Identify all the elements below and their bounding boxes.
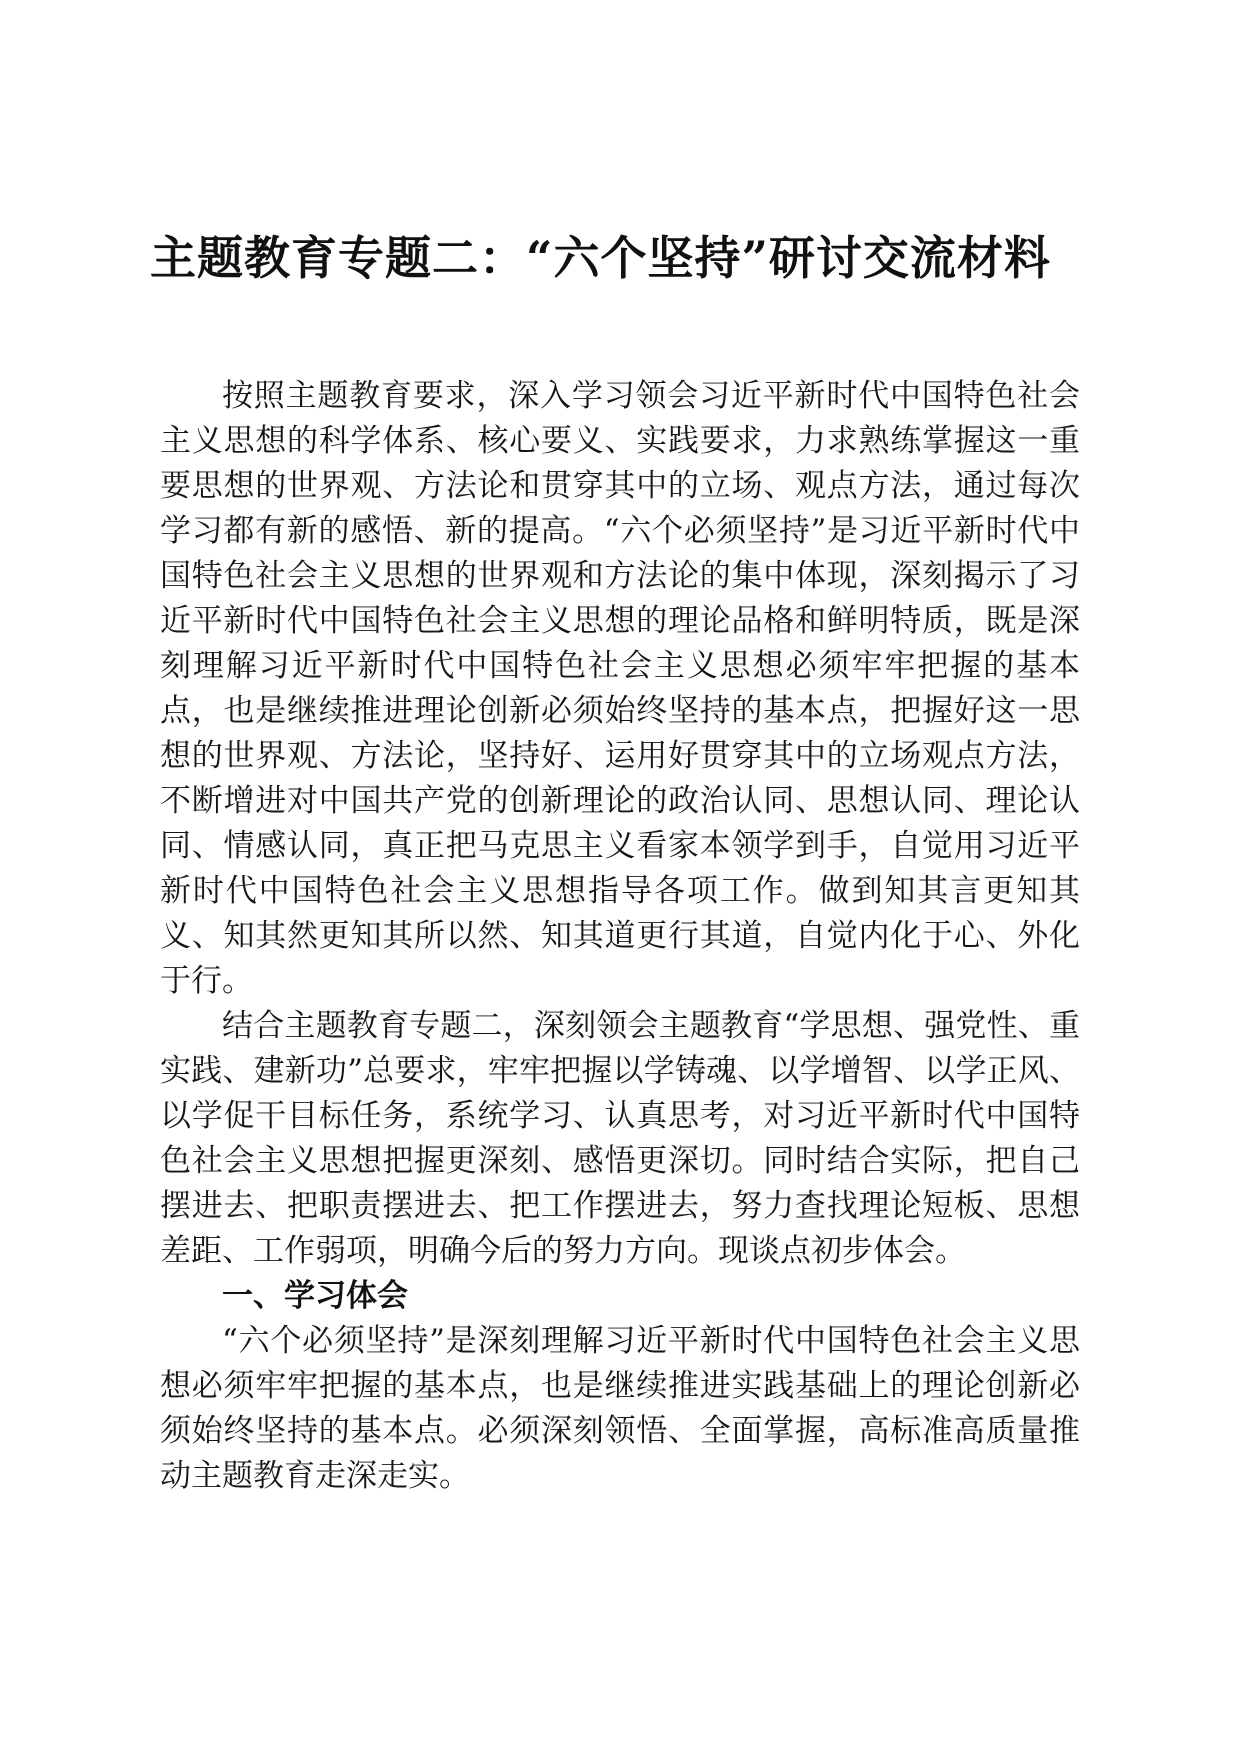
section-paragraph: “六个必须坚持”是深刻理解习近平新时代中国特色社会主义思想必须牢牢把握的基本点，也是继续推进实践基础上的理论创新必须始终坚持的基本点。必须深刻领悟、全面掌握，高标准高质量推动主题教育走深走实。 [160, 1323, 1080, 1494]
context-paragraph: 结合主题教育专题二，深刻领会主题教育“学思想、强党性、重实践、建新功”总要求，牢牢把握以学铸魂、以学增智、以学正风、以学促干目标任务，系统学习、认真思考，对习近平新时代中国特色社会主义思想把握更深刻、感悟更深切。同时结合实际，把自己摆进去、把职责摆进去、把工作摆进去，努力查找理论短板、思想差距、工作弱项，明确今后的努力方向。现谈点初步体会。 [160, 1008, 1080, 1269]
section-heading: 一、学习体会 [222, 1278, 408, 1314]
intro-paragraph: 按照主题教育要求，深入学习领会习近平新时代中国特色社会主义思想的科学体系、核心要义、实践要求，力求熟练掌握这一重要思想的世界观、方法论和贯穿其中的立场、观点方法，通过每次学习都有新的感悟、新的提高。“六个必须坚持”是习近平新时代中国特色社会主义思想的世界观和方法论的集中体现，深刻揭示了习近平新时代中国特色社会主义思想的理论品格和鲜明特质，既是深刻理解习近平新时代中国特色社会主义思想必须牢牢把握的基本点，也是继续推进理论创新必须始终坚持的基本点，把握好这一思想的世界观、方法论，坚持好、运用好贯穿其中的立场观点方法，不断增进对中国共产党的创新理论的政治认同、思想认同、理论认同、情感认同，真正把马克思主义看家本领学到手，自觉用习近平新时代中国特色社会主义思想指导各项工作。做到知其言更知其义、知其然更知其所以然、知其道更行其道，自觉内化于心、外化于行。 [160, 378, 1080, 999]
document-title: 主题教育专题二：“六个坚持”研讨交流材料 [150, 231, 1051, 285]
document-body [160, 374, 1080, 1499]
